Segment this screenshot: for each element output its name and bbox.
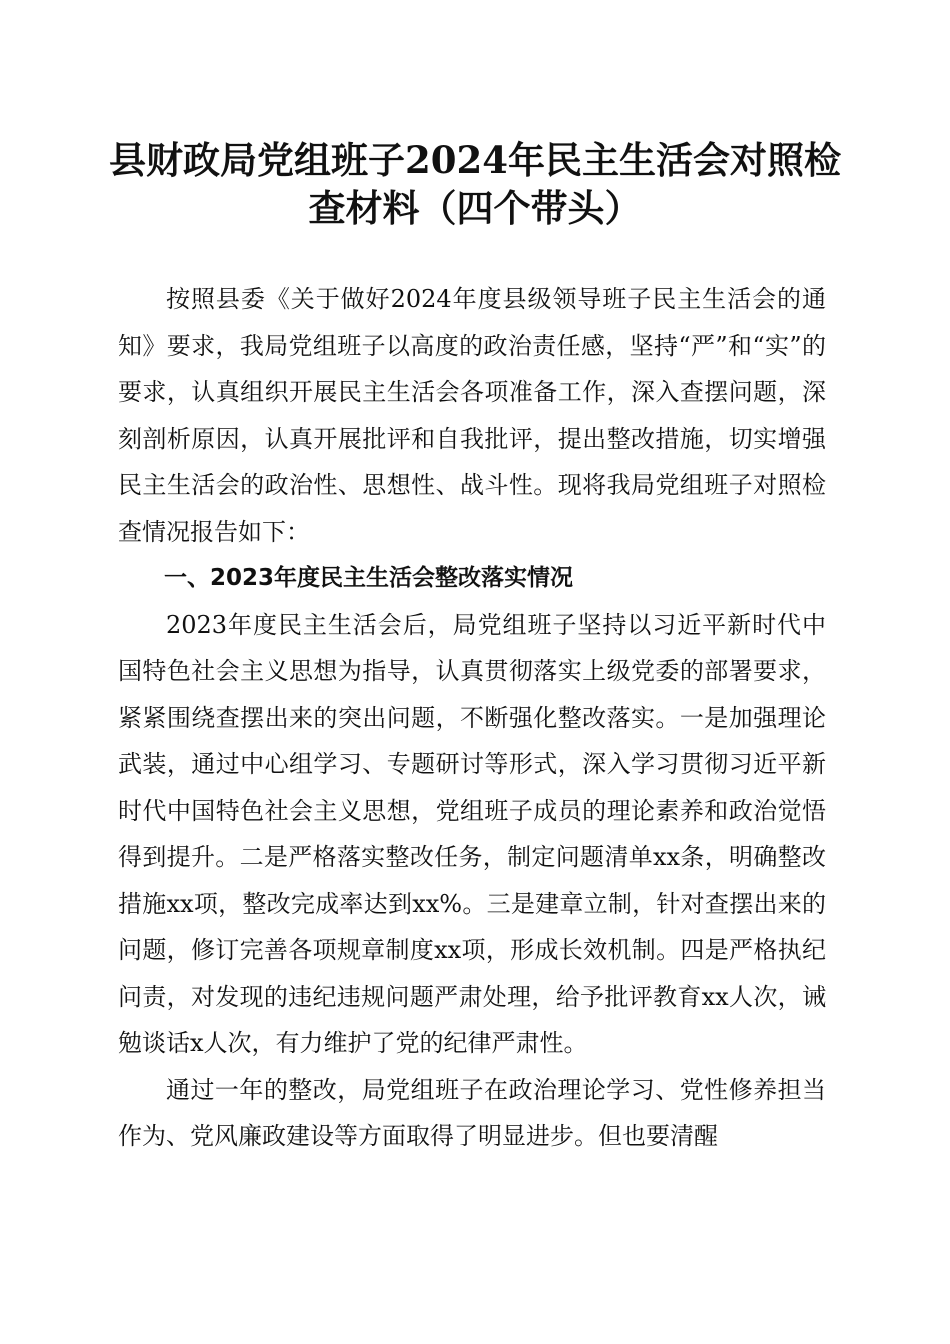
summary-paragraph: 通过一年的整改，局党组班子在政治理论学习、党性修养担当作为、党风廉政建设等方面取得了明显进步。但也要清醒 (118, 1075, 826, 1150)
intro-paragraph: 按照县委《关于做好2024年度县级领导班子民主生活会的通知》要求，我局党组班子以高度的政治责任感，坚持“严”和“实”的要求，认真组织开展民主生活会各项准备工作，深入查摆问题，深刻剖析原因，认真开展批评和自我批评，提出整改措施，切实增强民主生活会的政治性、思想性、战斗性。现将我局党组班子对照检查情况报告如下： (118, 285, 826, 546)
section-heading-1: 一、2023年度民主生活会整改落实情况 (164, 565, 574, 591)
document-title: 县财政局党组班子2024年民主生活会对照检查材料（四个带头） (109, 138, 841, 230)
document-body (118, 276, 826, 1160)
rectification-paragraph: 2023年度民主生活会后，局党组班子坚持以习近平新时代中国特色社会主义思想为指导，认真贯彻落实上级党委的部署要求，紧紧围绕查摆出来的突出问题，不断强化整改落实。一是加强理论武装，通过中心组学习、专题研讨等形式，深入学习贯彻习近平新时代中国特色社会主义思想，党组班子成员的理论素养和政治觉悟得到提升。二是严格落实整改任务，制定问题清单xx条，明确整改措施xx项，整改完成率达到xx%。三是建章立制，针对查摆出来的问题，修订完善各项规章制度xx项，形成长效机制。四是严格执纪问责，对发现的违纪违规问题严肃处理，给予批评教育xx人次，诫勉谈话x人次，有力维护了党的纪律严肃性。 (118, 610, 826, 1057)
